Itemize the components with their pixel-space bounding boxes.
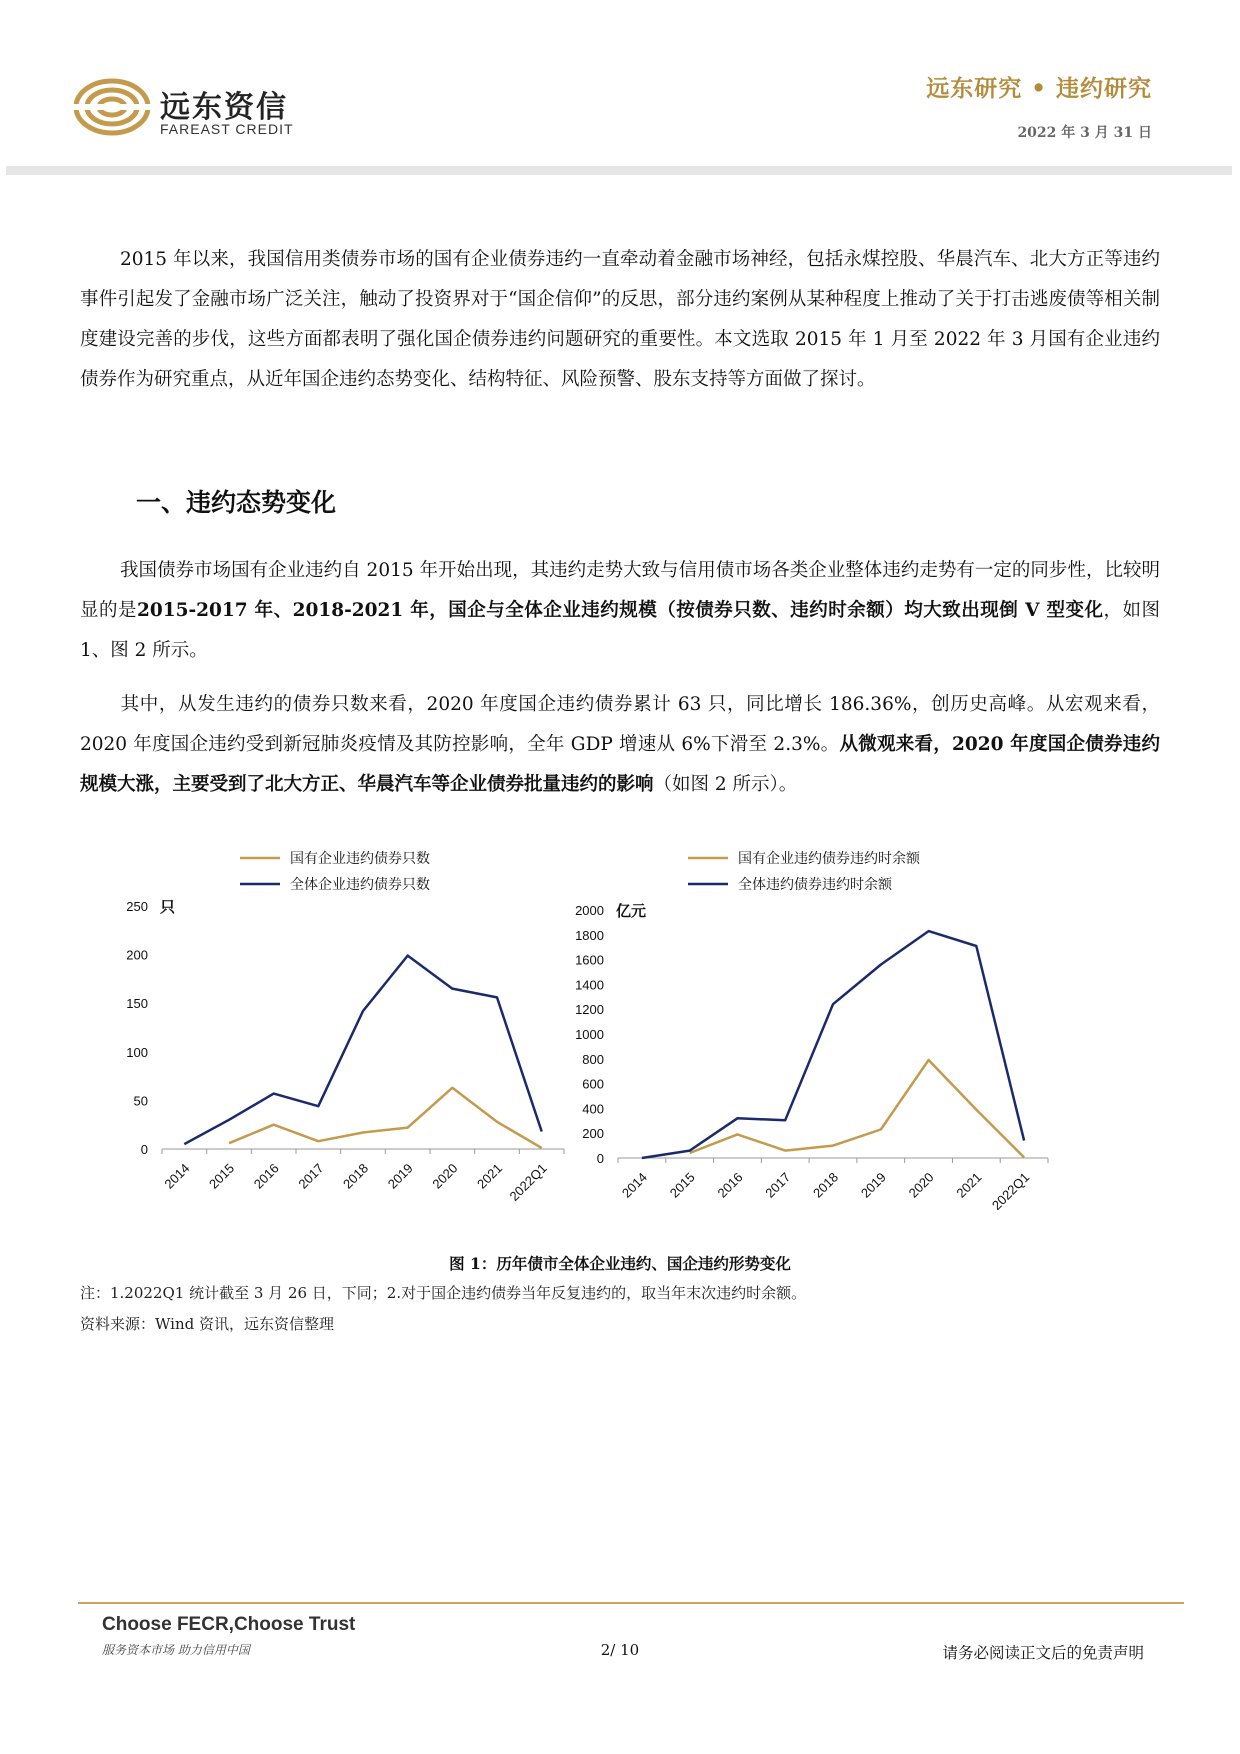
y-tick-0-5: 250 [126, 899, 148, 914]
x-tick-label-0-7: 2021 [474, 1160, 506, 1192]
y-tick-1-10: 2000 [575, 903, 604, 918]
y-tick-1-7: 1400 [575, 977, 604, 993]
figure-caption: 图 1：历年债市全体企业违约、国企违约形势变化 [449, 1254, 791, 1273]
y-tick-1-9: 1800 [575, 927, 604, 943]
report-series: 远东研究 • 违约研究 [926, 75, 1152, 102]
series-line-1-0 [690, 1060, 1024, 1157]
footer-disclaimer: 请务必阅读正文后的免责声明 [942, 1644, 1144, 1662]
page-header [0, 0, 1240, 175]
y-tick-0-0: 0 [140, 1142, 148, 1157]
x-tick-label-1-6: 2020 [905, 1169, 937, 1201]
chart-svg-1 [570, 838, 1110, 1238]
y-tick-1-6: 1200 [575, 1002, 604, 1018]
figure-note: 注：1.2022Q1 统计截至 3 月 26 日，下同；2.对于国企违约债券当年反复违约的，取当年末次违约时余额。 [80, 1284, 807, 1302]
y-tick-1-1: 200 [582, 1126, 604, 1142]
x-tick-label-1-2: 2016 [714, 1169, 746, 1201]
series-line-0-0 [229, 1088, 542, 1148]
unit-label-1: 亿元 [616, 902, 647, 920]
y-tick-1-0: 0 [596, 1151, 604, 1166]
y-tick-1-2: 400 [582, 1101, 604, 1117]
x-tick-label-0-3: 2017 [295, 1160, 327, 1192]
trend-text-a: 我国债券市场国有企业违约自 2015 年开始出现，其违约走势大致与信用债市场各类企业整体违约走势有一定的同步性，比较明显的是 [80, 560, 1160, 621]
x-tick-label-0-5: 2019 [384, 1160, 416, 1192]
detail-text-bold: 从微观来看，2020 年度国企债券违约规模大涨，主要受到了北大方正、华晨汽车等企业债券批量违约的影响 [80, 734, 1160, 795]
section-heading: 一、违约态势变化 [136, 488, 337, 517]
y-tick-0-4: 200 [126, 947, 148, 963]
x-tick-label-0-0: 2014 [161, 1160, 193, 1192]
detail-text-a: 其中，从发生违约的债券只数来看，2020 年度国企违约债券累计 63 只，同比增长 186.36%，创历史高峰。从宏观来看，2020 年度国企违约受到新冠肺炎疫情及其防控影响，全年 GDP 增速从 6%下滑至 2.3%。 [80, 694, 1160, 755]
footer-divider [78, 1602, 1184, 1604]
page-number: 2/ 10 [600, 1641, 640, 1659]
logo-en-text: FAREAST CREDIT [160, 121, 294, 137]
legend-label-1-0: 国有企业违约债券违约时余额 [738, 851, 920, 867]
fareast-logo-icon [72, 76, 152, 138]
legend-label-0-1: 全体企业违约债券只数 [290, 877, 430, 893]
trend-text-bold: 2015-2017 年、2018-2021 年，国企与全体企业违约规模（按债券只数、违约时余额）均大致出现倒 V 型变化 [137, 600, 1104, 621]
x-tick-label-1-7: 2021 [953, 1169, 985, 1201]
x-tick-label-0-4: 2018 [340, 1160, 372, 1192]
detail-paragraph [80, 685, 1160, 805]
intro-text: 2015 年以来，我国信用类债券市场的国有企业债券违约一直牵动着金融市场神经，包括永煤控股、华晨汽车、北大方正等违约事件引起发了金融市场广泛关注，触动了投资界对于“国企信仰”的反思，部分违约案例从某种程度上推动了关于打击逃废债等相关制度建设完善的步伐，这些方面都表明了强化国企债券违约问题研究的重要性。本文选取 2015 年 1 月至 2022 年 3 月国有企业违约债券作为研究重点，从近年国企违约态势变化、结构特征、风险预警、股东支持等方面做了探讨。 [80, 249, 1160, 390]
legend-label-1-1: 全体违约债券违约时余额 [738, 877, 892, 893]
x-tick-label-0-1: 2015 [206, 1160, 238, 1192]
report-date: 2022 年 3 月 31 日 [1017, 125, 1152, 141]
figure-source: 资料来源：Wind 资讯，远东资信整理 [80, 1315, 334, 1333]
y-tick-1-8: 1600 [575, 952, 604, 968]
y-tick-1-4: 800 [582, 1051, 604, 1067]
footer-slogan: Choose FECR,Choose Trust [102, 1614, 356, 1635]
intro-paragraph [80, 240, 1160, 400]
footer-slogan-cn: 服务资本市场 助力信用中国 [102, 1643, 250, 1657]
x-tick-label-1-3: 2017 [762, 1169, 794, 1201]
y-tick-0-1: 50 [133, 1093, 148, 1109]
x-tick-label-1-1: 2015 [666, 1169, 698, 1201]
unit-label-0: 只 [160, 898, 176, 916]
x-tick-label-0-2: 2016 [250, 1160, 282, 1192]
logo-cn-text: 远东资信 [160, 90, 288, 125]
y-tick-1-3: 600 [582, 1076, 604, 1092]
x-tick-label-1-4: 2018 [810, 1169, 842, 1201]
chart-default-balance [570, 838, 1110, 1238]
series-line-1-1 [642, 931, 1024, 1158]
detail-text-c: （如图 2 所示）。 [653, 774, 798, 795]
trend-paragraph [80, 551, 1160, 671]
x-tick-label-1-8: 2022Q1 [988, 1169, 1033, 1213]
header-divider [6, 166, 1232, 175]
y-tick-0-3: 150 [126, 996, 148, 1012]
y-tick-1-5: 1000 [575, 1027, 604, 1042]
y-tick-0-2: 100 [126, 1044, 148, 1060]
legend-label-0-0: 国有企业违约债券只数 [290, 851, 430, 867]
x-tick-label-1-5: 2019 [857, 1169, 889, 1201]
x-tick-label-0-8: 2022Q1 [506, 1160, 550, 1204]
x-tick-label-1-0: 2014 [618, 1169, 651, 1201]
x-tick-label-0-6: 2020 [429, 1160, 461, 1192]
trend-text-c: ，如图 1、图 2 所示。 [80, 600, 1160, 661]
